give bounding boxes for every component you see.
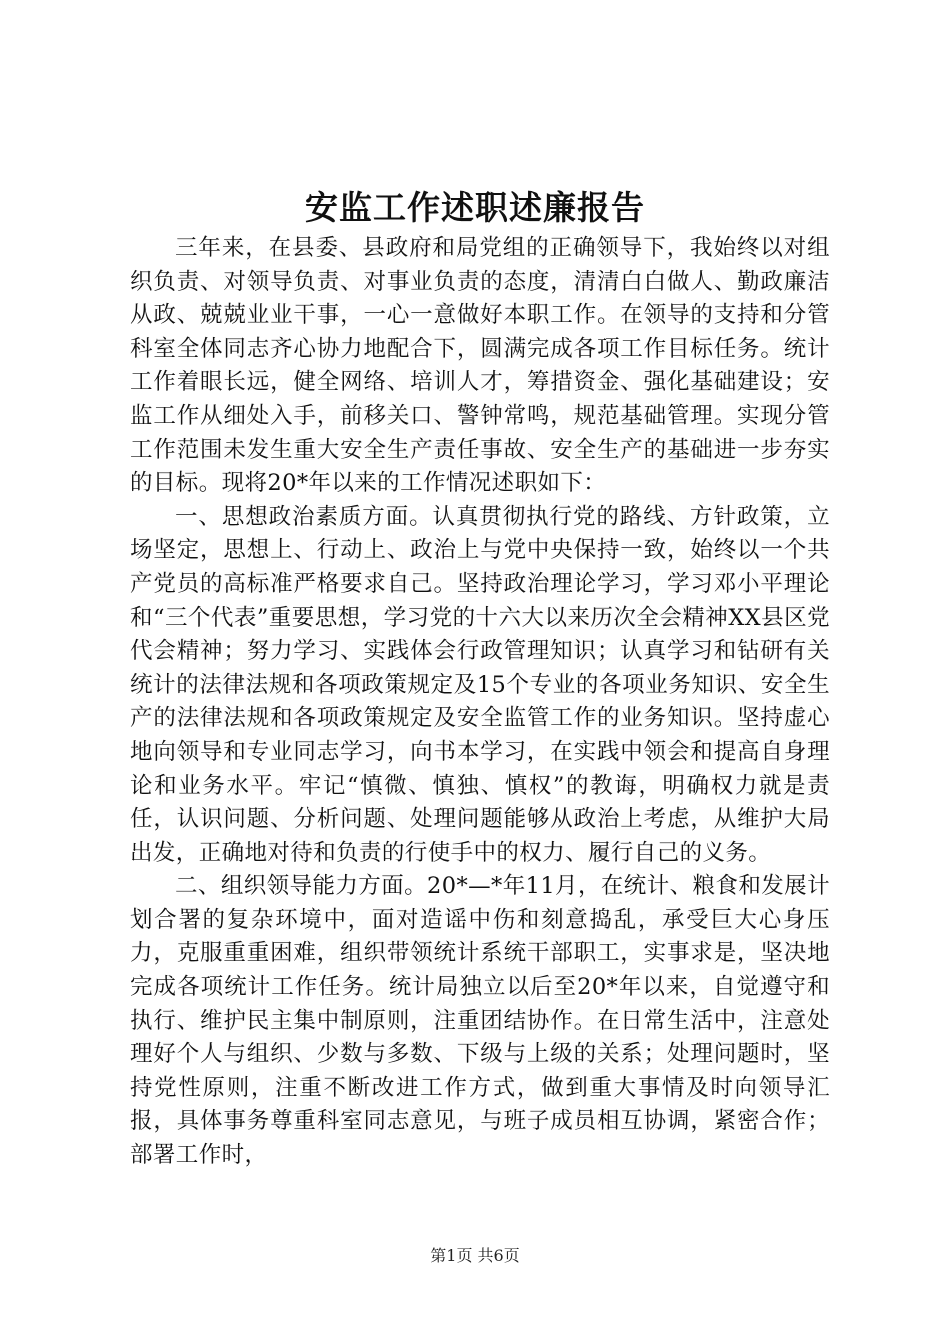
document-body <box>130 232 830 1173</box>
paragraph-intro: 三年来，在县委、县政府和局党组的正确领导下，我始终以对组织负责、对领导负责、对事业负责的态度，清清白白做人、勤政廉洁从政、兢兢业业干事，一心一意做好本职工作。在领导的支持和分管科室全体同志齐心协力地配合下，圆满完成各项工作目标任务。统计工作着眼长远，健全网络、培训人才，筹措资金、强化基础建设；安监工作从细处入手，前移关口、警钟常鸣，规范基础管理。实现分管工作范围未发生重大安全生产责任事故、安全生产的基础进一步夯实的目标。现将20*年以来的工作情况述职如下： <box>130 235 830 497</box>
page-number-footer: 第1页 共6页 <box>430 1246 520 1265</box>
document-title: 安监工作述职述廉报告 <box>305 188 645 227</box>
paragraph-political-quality: 一、思想政治素质方面。认真贯彻执行党的路线、方针政策，立场坚定，思想上、行动上、政治上与党中央保持一致，始终以一个共产党员的高标准严格要求自己。坚持政治理论学习，学习邓小平理论和“三个代表”重要思想，学习党的十六大以来历次全会精神XX县区党代会精神；努力学习、实践体会行政管理知识；认真学习和钻研有关统计的法律法规和各项政策规定及15个专业的各项业务知识、安全生产的法律法规和各项政策规定及安全监管工作的业务知识。坚持虚心地向领导和专业同志学习，向书本学习，在实践中领会和提高自身理论和业务水平。牢记“慎微、慎独、慎权”的教诲，明确权力就是责任，认识问题、分析问题、处理问题能够从政治上考虑，从维护大局出发，正确地对待和负责的行使手中的权力、履行自己的义务。 <box>130 503 830 866</box>
paragraph-leadership-ability: 二、组织领导能力方面。20*—*年11月，在统计、粮食和发展计划合署的复杂环境中，面对造谣中伤和刻意捣乱，承受巨大心身压力，克服重重困难，组织带领统计系统干部职工，实事求是，坚决地完成各项统计工作任务。统计局独立以后至20*年以来，自觉遵守和执行、维护民主集中制原则，注重团结协作。在日常生活中，注意处理好个人与组织、少数与多数、下级与上级的关系；处理问题时，坚持党性原则，注重不断改进工作方式，做到重大事情及时向领导汇报，具体事务尊重科室同志意见，与班子成员相互协调，紧密合作；部署工作时， <box>130 873 830 1169</box>
